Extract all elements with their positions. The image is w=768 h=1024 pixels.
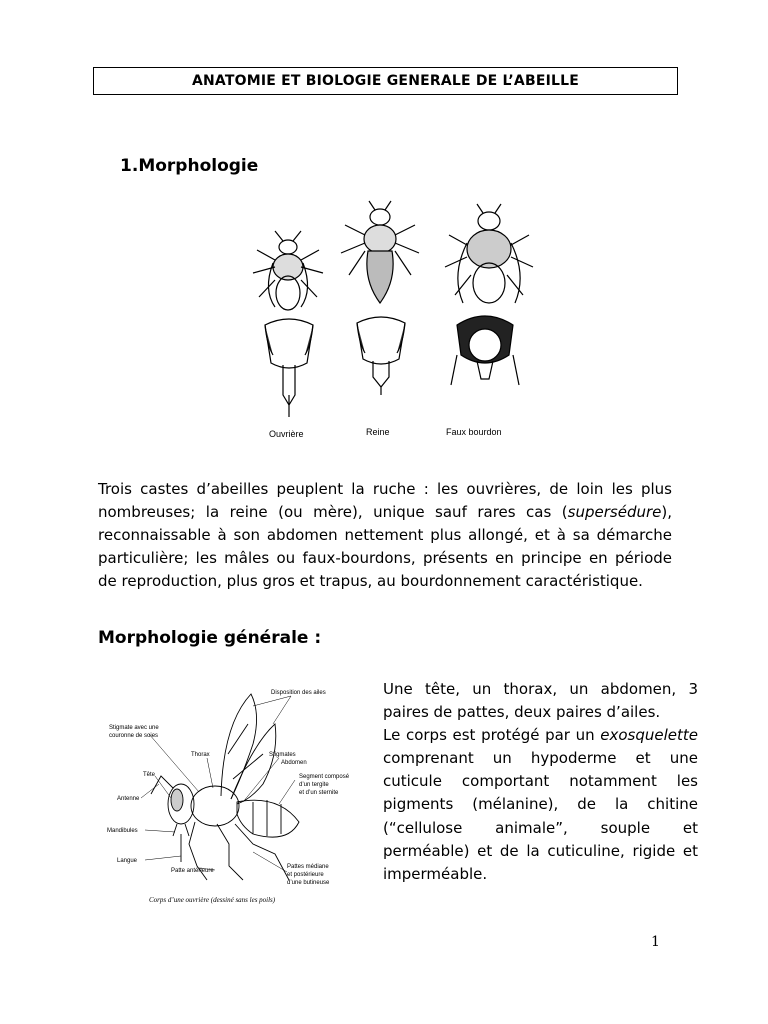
label-segment-1: Segment composé [299, 774, 350, 780]
castes-paragraph [98, 478, 672, 593]
label-abdomen: Abdomen [281, 760, 307, 766]
page-number: 1 [651, 934, 660, 950]
drone-bee-drawing [445, 204, 533, 303]
caste-label-worker: Ouvrière [269, 429, 304, 439]
section-heading-general: Morphologie générale : [98, 628, 322, 648]
para1-text-b: ), reconnaissable à son abdomen nettement plus allongé, et à sa démarche particulière; les mâles ou faux-bourdons, présents en principe en période de reproduction, plus gros et trapus, au bourdonnement caractéristique. [98, 503, 672, 590]
label-pattes-3: d’une butineuse [287, 880, 330, 886]
section-heading-morphologie: 1.Morphologie [120, 156, 259, 176]
queen-bee-drawing [341, 201, 419, 303]
para1-text-a: Trois castes d’abeilles peuplent la ruche : les ouvrières, de loin les plus nombreuses; la reine (ou mère), unique sauf rares cas ( [98, 480, 672, 521]
label-segment-3: et d’un sternite [299, 790, 339, 796]
section-title: Morphologie [138, 156, 259, 176]
para2-text-b: comprenant un hypoderme et une cuticule comportant notamment les pigments (mélanine), de la chitine (“cellulose animale”, souple et perméable) et de la cuticuline, rigide et imperméable. [383, 749, 698, 883]
label-ailes: Disposition des ailes [271, 690, 326, 696]
label-stigmate-2: couronne de soies [109, 733, 159, 739]
worker-bee-drawing [253, 231, 323, 310]
label-pattes-1: Pattes médiane [287, 864, 329, 870]
para2-line-1: Une tête, un thorax, un abdomen, 3 paires de pattes, deux paires d’ailes. [383, 680, 698, 722]
caste-label-queen: Reine [366, 427, 390, 437]
worker-head-drawing [265, 319, 313, 417]
castes-figure [245, 195, 550, 445]
label-segment-2: d’un tergite [299, 782, 329, 788]
label-antenne: Antenne [117, 796, 140, 802]
para2-body [383, 724, 698, 886]
label-mandibules: Mandibules [107, 828, 138, 834]
queen-head-drawing [357, 317, 405, 395]
label-stigmate-1: Stigmate avec une [109, 725, 159, 731]
label-pattes-2: et postérieure [287, 872, 324, 878]
document-title: ANATOMIE ET BIOLOGIE GENERALE DE L’ABEILLE [93, 67, 678, 95]
label-thorax: Thorax [191, 752, 210, 758]
caste-label-drone: Faux bourdon [446, 427, 502, 437]
para2-emphasis: exosquelette [600, 726, 698, 745]
para1-emphasis: supersédure [567, 503, 662, 521]
figure-caption: Corps d’une ouvrière (dessiné sans les poils) [149, 896, 276, 904]
para2-text-a: Le corps est protégé par un [383, 726, 601, 745]
general-morphology-text [383, 678, 698, 886]
anatomy-figure [103, 684, 365, 908]
label-patte-anterieure: Patte antérieure [171, 868, 214, 874]
section-number: 1 [120, 156, 132, 176]
label-langue: Langue [117, 858, 138, 864]
drone-head-drawing [451, 316, 519, 385]
label-stigmates: Stigmates [269, 752, 296, 758]
label-tete: Tête [143, 772, 156, 778]
